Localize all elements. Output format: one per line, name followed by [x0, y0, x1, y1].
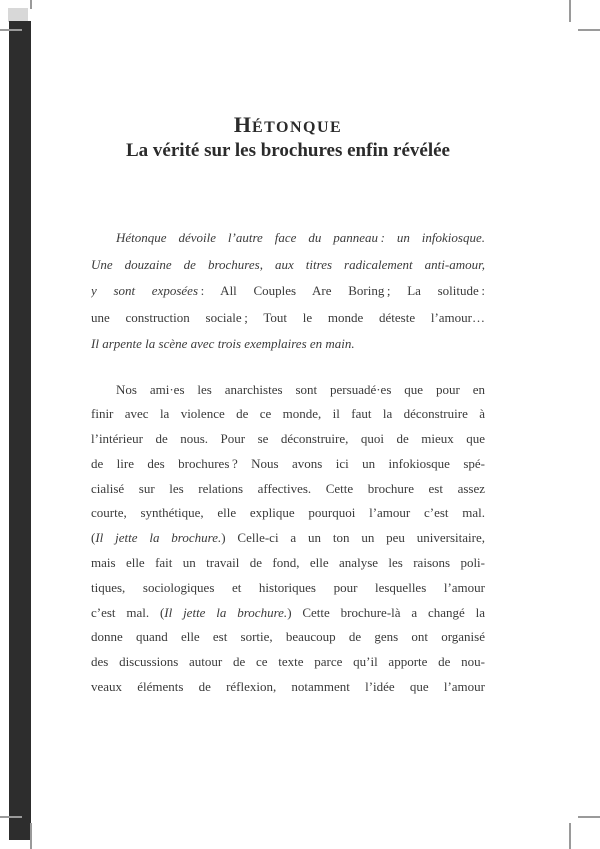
italic-text-segment: Il arpente la scène avec trois exemplaires en main.: [91, 336, 355, 351]
crop-mark-bottom-right-vertical: [569, 823, 571, 849]
text-block: [91, 112, 485, 700]
corner-registration-block: [8, 8, 28, 22]
text-line: [91, 331, 485, 358]
text-segment: de lire des brochures ? Nous avons ici un infokiosque spé-: [91, 455, 485, 471]
text-segment: ) Celle-ci a un ton un peu universitaire,: [221, 530, 485, 546]
text-segment: (: [91, 530, 96, 546]
spine-shadow-band: [9, 21, 31, 840]
text-line: [91, 650, 485, 675]
text-segment: finir avec la violence de ce monde, il faut la déconstruire à: [91, 406, 485, 422]
text-line: [91, 601, 485, 626]
text-segment: Nos ami·es les anarchistes sont persuadé·es que pour en: [116, 381, 485, 397]
text-line: [91, 551, 485, 576]
crop-mark-top-right-vertical: [569, 0, 571, 22]
stage-direction-paragraph: [91, 225, 485, 358]
text-segment: : All Couples Are Boring ; La solitude :: [198, 283, 485, 298]
text-line: [91, 625, 485, 650]
text-segment: donne quand elle est sortie, beaucoup de gens ont organisé: [91, 629, 485, 645]
text-segment: une construction sociale ; Tout le monde déteste l’amour…: [91, 309, 485, 325]
text-line: [91, 278, 485, 305]
text-line: [91, 675, 485, 700]
text-segment: cialisé sur les relations affectives. Cette brochure est assez: [91, 480, 485, 496]
scene-title: La vérité sur les brochures enfin révélée: [126, 140, 450, 161]
text-line: [91, 477, 485, 502]
text-segment: ) Cette brochure-là a changé la: [287, 604, 485, 620]
text-segment: des discussions autour de ce texte parce qu’il apporte de nou-: [91, 654, 485, 670]
text-line: [91, 252, 485, 279]
text-segment: c’est mal. (: [91, 604, 165, 620]
text-line: [91, 526, 485, 551]
italic-text-segment: Une douzaine de brochures, aux titres radicalement anti-amour,: [91, 256, 485, 272]
character-name-rest: ÉTONQUE: [251, 119, 343, 136]
italic-text-segment: Hétonque dévoile l’autre face du panneau : un infokiosque.: [116, 230, 485, 245]
text-line: [91, 452, 485, 477]
text-line: [91, 378, 485, 403]
italic-text-segment: Il jette la brochure.: [164, 604, 288, 620]
text-line: [91, 402, 485, 427]
text-line: [91, 501, 485, 526]
italic-text-segment: y sont exposées: [91, 283, 198, 298]
character-name-initial: H: [233, 112, 252, 137]
text-segment: tiques, sociologiques et historiques pour lesquelles l’amour: [91, 579, 485, 595]
crop-mark-bottom-left-vertical: [30, 823, 32, 849]
text-segment: courte, synthétique, elle explique pourquoi l’amour c’est mal.: [91, 505, 485, 521]
italic-text-segment: Il jette la brochure.: [95, 530, 222, 546]
text-segment: mais elle fait un travail de fond, elle analyse les raisons poli-: [91, 555, 485, 571]
text-segment: veaux éléments de réflexion, notamment l’idée que l’amour: [91, 679, 485, 695]
text-line: [91, 305, 485, 332]
crop-mark-bottom-right-horizontal: [578, 816, 600, 818]
crop-mark-top-left-vertical: [30, 0, 32, 9]
text-line: [91, 225, 485, 252]
crop-mark-bottom-left-horizontal: [0, 816, 22, 818]
text-line: [91, 576, 485, 601]
text-line: [91, 427, 485, 452]
crop-mark-top-right-horizontal: [578, 29, 600, 31]
character-name: [91, 112, 485, 138]
monologue-paragraph: [91, 378, 485, 700]
text-segment: l’intérieur de nous. Pour se déconstruire, quoi de mieux que: [91, 431, 485, 447]
crop-mark-top-left-horizontal: [0, 29, 22, 31]
